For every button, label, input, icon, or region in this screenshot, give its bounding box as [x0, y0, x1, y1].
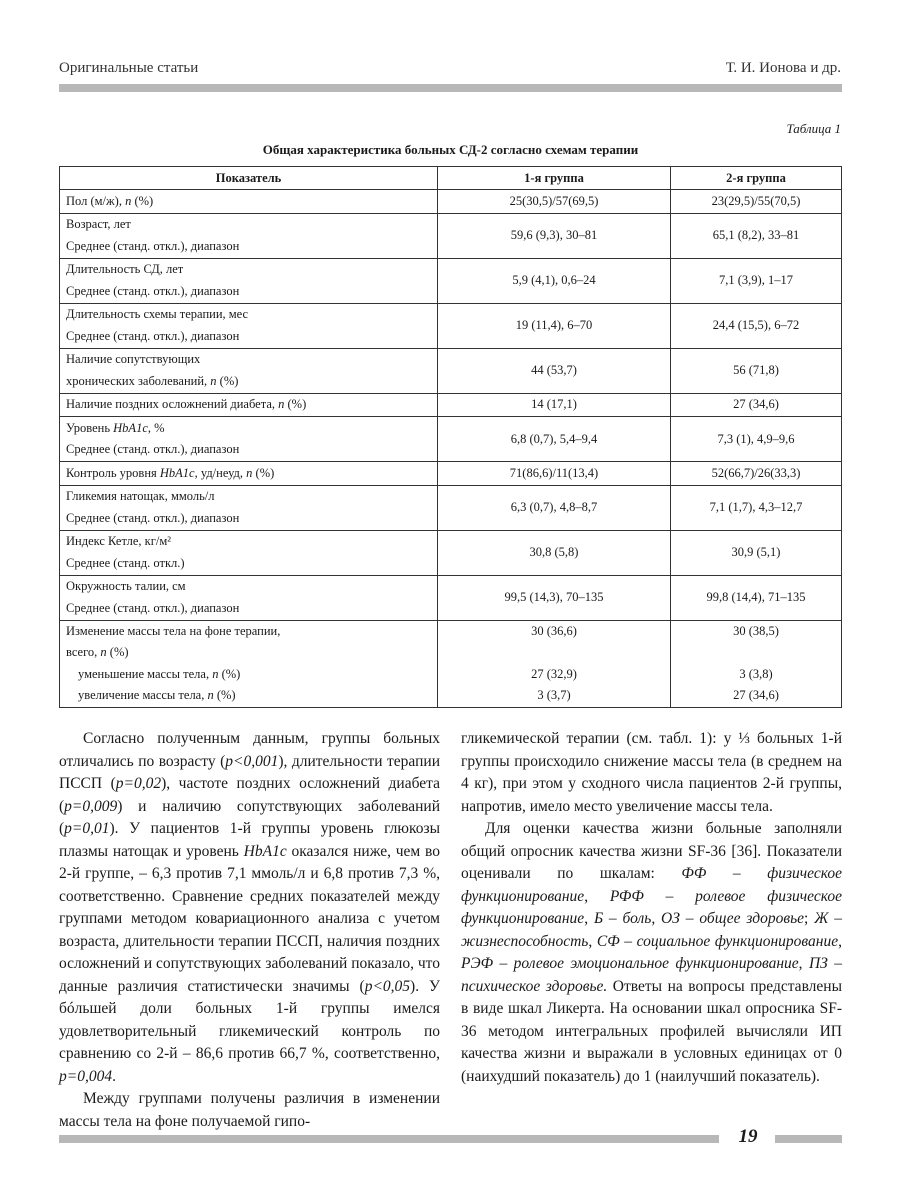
paragraph-group-differences: Согласно полученным данным, группы больных отличались по возрасту (p<0,001), длительности терапии ПССП (p=0,02), частоте поздних осложнений диабета (p=0,009) и наличию сопутствующих заболеваний (p=0,01). У пациентов 1-й группы уровень глюкозы плазмы натощак и уровень HbA1c оказался ниже, чем во 2-й группе, – 6,3 против 7,1 ммоль/л и 6,8 против 7,3 %, соответственно. Сравнение средних показателей между группами методом ковариационного анализа с учетом возраста, длительности терапии ПССП, наличия поздних осложнений и сопутствующих заболеваний показало, что данные различия статистически значимы (p<0,05). У бóльшей доли больных 1-й группы имелся удовлетворительный гликемический контроль по сравнению со 2-й – 86,6 против 66,7 %, соответственно, p=0,004. [59, 730, 440, 1085]
group-2-value: 7,1 (3,9), 1–17 [671, 258, 842, 303]
row-label: Уровень HbA1c, % Среднее (станд. откл.), диапазон [60, 417, 438, 462]
paragraph-sf36-method: Для оценки качества жизни больные заполняли общий опросник качества жизни SF-36 [36]. Показатели оценивали по шкалам: ФФ – физическое функционирование, РФФ – ролевое физическое функционирование, Б – боль, ОЗ – общее здоровье; Ж – жизнеспособность, СФ – социальное функционирование, РЭФ – ролевое эмоциональное функционирование, ПЗ – психическое здоровье. Ответы на вопросы представлены в виде шкал Ликерта. На основании шкал опросника SF-36 методом интегральных профилей вычисляли ИП качества жизни и выражали в условных единицах от 0 (наихудший показатель) до 1 (наилучший показатель). [461, 820, 843, 1085]
footer-rule-left [59, 1135, 719, 1143]
paragraph-weight-change-intro: Между группами получены различия в изменении массы тела на фоне получаемой гипо- [59, 1090, 440, 1130]
body-column-left [59, 728, 440, 1133]
group-2-value: 52(66,7)/26(33,3) [671, 462, 842, 486]
group-2-value: 27 (34,6) [671, 393, 842, 417]
row-label: Окружность талии, см Среднее (станд. откл.), диапазон [60, 575, 438, 620]
table-row [60, 393, 842, 417]
column-header-indicator: Показатель [60, 167, 438, 190]
table-row [60, 530, 842, 575]
row-label: Индекс Кетле, кг/м² Среднее (станд. откл.) [60, 530, 438, 575]
row-label: Наличие поздних осложнений диабета, n (%) [60, 393, 438, 417]
table-label: Таблица 1 [786, 121, 841, 136]
row-label-line: Изменение массы тела на фоне терапии, [66, 623, 281, 638]
group-2-value: 30,9 (5,1) [671, 530, 842, 575]
page-number: 19 [738, 1126, 758, 1147]
paragraph-weight-change-continued: гликемической терапии (см. табл. 1): у ⅓ больных 1-й группы происходило снижение массы тела (в среднем на 4 кг), при этом у сходного числа пациентов 2-й группы, напротив, имело место увеличение массы тела. [461, 730, 842, 815]
patient-characteristics-table [59, 166, 842, 708]
group-1-value: 14 (17,1) [438, 393, 671, 417]
group-2-value-line: 3 (3,8) [739, 666, 773, 681]
footer-rule-right [775, 1135, 842, 1143]
group-2-value: 7,1 (1,7), 4,3–12,7 [671, 485, 842, 530]
group-1-value [438, 620, 671, 707]
row-label: Длительность схемы терапии, мес Среднее (станд. откл.), диапазон [60, 303, 438, 348]
table-row [60, 417, 842, 462]
group-2-value: 24,4 (15,5), 6–72 [671, 303, 842, 348]
group-2-value: 7,3 (1), 4,9–9,6 [671, 417, 842, 462]
group-1-value: 6,3 (0,7), 4,8–8,7 [438, 485, 671, 530]
group-1-value: 99,5 (14,3), 70–135 [438, 575, 671, 620]
table-header-row [60, 167, 842, 190]
row-label-line: уменьшение массы тела, n (%) [78, 666, 241, 681]
group-2-value-line [671, 642, 841, 664]
group-1-value: 25(30,5)/57(69,5) [438, 190, 671, 214]
row-label: Наличие сопутствующих хронических заболеваний, n (%) [60, 348, 438, 393]
column-header-group-2: 2-я группа [671, 167, 842, 190]
table-row [60, 303, 842, 348]
header-rule [59, 84, 842, 92]
group-2-value: 23(29,5)/55(70,5) [671, 190, 842, 214]
table-row [60, 348, 842, 393]
table-row [60, 213, 842, 258]
running-header-section: Оригинальные статьи [59, 60, 199, 76]
body-column-right [461, 728, 842, 1088]
group-1-value: 30,8 (5,8) [438, 530, 671, 575]
table-row [60, 485, 842, 530]
group-1-value: 6,8 (0,7), 5,4–9,4 [438, 417, 671, 462]
group-2-value-line: 30 (38,5) [733, 623, 779, 638]
table-row [60, 190, 842, 214]
table-body [60, 190, 842, 708]
group-2-value: 56 (71,8) [671, 348, 842, 393]
table-row-weight-change [60, 620, 842, 707]
table-row [60, 575, 842, 620]
group-1-value: 44 (53,7) [438, 348, 671, 393]
group-1-value: 5,9 (4,1), 0,6–24 [438, 258, 671, 303]
row-label: Возраст, лет Среднее (станд. откл.), диапазон [60, 213, 438, 258]
table-row [60, 258, 842, 303]
group-2-value [671, 620, 842, 707]
table-row [60, 462, 842, 486]
column-header-group-1: 1-я группа [438, 167, 671, 190]
group-2-value: 65,1 (8,2), 33–81 [671, 213, 842, 258]
row-label-line: всего, n (%) [66, 645, 129, 659]
group-1-value: 71(86,6)/11(13,4) [438, 462, 671, 486]
group-1-value: 19 (11,4), 6–70 [438, 303, 671, 348]
group-1-value-line [438, 642, 670, 664]
row-label: Пол (м/ж), n (%) [60, 190, 438, 214]
row-label: Длительность СД, лет Среднее (станд. откл.), диапазон [60, 258, 438, 303]
row-label: Гликемия натощак, ммоль/л Среднее (станд. откл.), диапазон [60, 485, 438, 530]
group-1-value: 59,6 (9,3), 30–81 [438, 213, 671, 258]
row-label: Контроль уровня HbA1c, уд/неуд, n (%) [60, 462, 438, 486]
group-1-value-line: 30 (36,6) [531, 623, 577, 638]
running-header-authors: Т. И. Ионова и др. [725, 60, 841, 76]
row-label [60, 620, 438, 707]
group-1-value-line: 3 (3,7) [537, 688, 571, 702]
group-2-value-line: 27 (34,6) [733, 688, 779, 702]
group-2-value: 99,8 (14,4), 71–135 [671, 575, 842, 620]
group-1-value-line: 27 (32,9) [531, 666, 577, 681]
row-label-line: увеличение массы тела, n (%) [78, 688, 236, 702]
table-title: Общая характеристика больных СД-2 согласно схемам терапии [262, 142, 639, 157]
